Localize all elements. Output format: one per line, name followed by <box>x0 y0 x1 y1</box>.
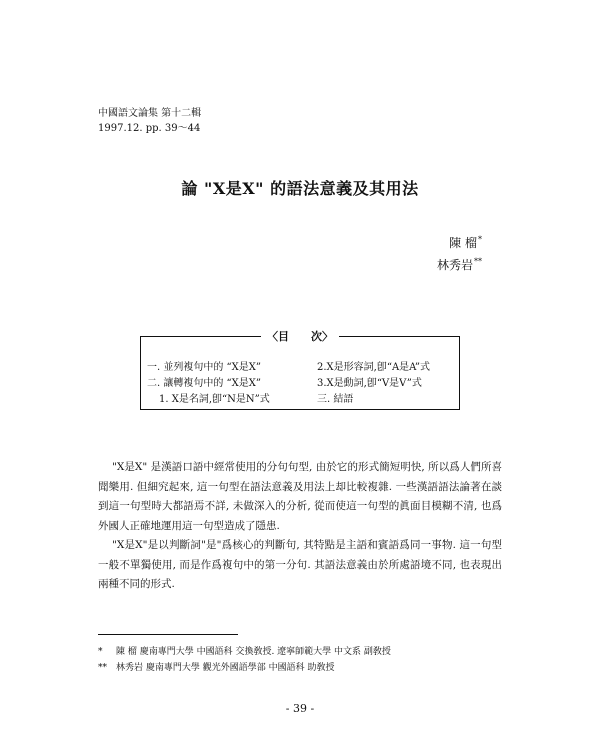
toc-heading-left: 〈目 <box>267 330 289 343</box>
author-list <box>437 232 482 276</box>
body-paragraph: "X是X" 是漢語口語中經常使用的分句句型, 由於它的形式簡短明快, 所以爲人們所喜聞樂用. 但細究起來, 這一句型在語法意義及用法上却比較複雜. 一些漢語語法論著在談到這一句型時大都語焉不詳, 未做深入的分析, 從而使這一句型的眞面目模糊不清, 也爲外國人正確地運用這一句型造成了隱患. <box>98 461 502 532</box>
toc-item: 2.X是形容詞,卽“A是A”式 <box>317 362 431 373</box>
journal-issue: 1997.12. pp. 39～44 <box>98 123 201 134</box>
body-paragraph: "X是X"是以判斷詞"是"爲核心的判斷句, 其特點是主語和賓語爲同一事物. 這一句型一般不單獨使用, 而是作爲複句中的第一分句. 其語法意義由於所處語境不同, 也表現出兩種不同的形式. <box>98 539 502 590</box>
footnote-text: 陳 榴 慶南專門大學 中國語科 交換敎授. 遼寧師範大學 中文系 副敎授 <box>116 647 391 657</box>
author-1 <box>437 232 482 254</box>
author-name: 陳 榴 <box>449 236 477 250</box>
table-of-contents <box>140 330 460 410</box>
toc-heading-right: 次〉 <box>311 330 333 343</box>
toc-item: 3.X是動詞,卽“V是V”式 <box>317 378 422 389</box>
footnotes <box>98 644 391 676</box>
author-mark: * <box>478 235 482 244</box>
journal-name: 中國語文論集 第十二輯 <box>98 108 202 119</box>
footnote-mark: ** <box>98 663 107 673</box>
footnote-1 <box>98 644 391 660</box>
author-2 <box>437 254 482 276</box>
toc-items <box>147 361 457 406</box>
journal-header <box>98 106 201 136</box>
toc-item: 一. 並列複句中的 “X是X” <box>147 362 261 373</box>
body-text <box>98 458 502 595</box>
footnote-text: 林秀岩 慶南專門大學 觀光外國語學部 中國語科 助敎授 <box>116 663 335 673</box>
toc-heading <box>261 328 339 344</box>
author-mark: ** <box>474 257 482 266</box>
author-name: 林秀岩 <box>436 258 473 272</box>
toc-item: 二. 讓轉複句中的 “X是X” <box>147 378 261 389</box>
page-number: - 39 - <box>285 702 315 715</box>
paper-title: 論 "X是X" 的語法意義及其用法 <box>181 179 419 198</box>
footnote-mark: * <box>98 647 103 657</box>
toc-item: 1. X是名詞,卽“N是N”式 <box>159 394 270 405</box>
toc-item: 三. 結語 <box>317 394 354 405</box>
footnote-divider <box>98 634 238 635</box>
footnote-2 <box>98 660 391 676</box>
